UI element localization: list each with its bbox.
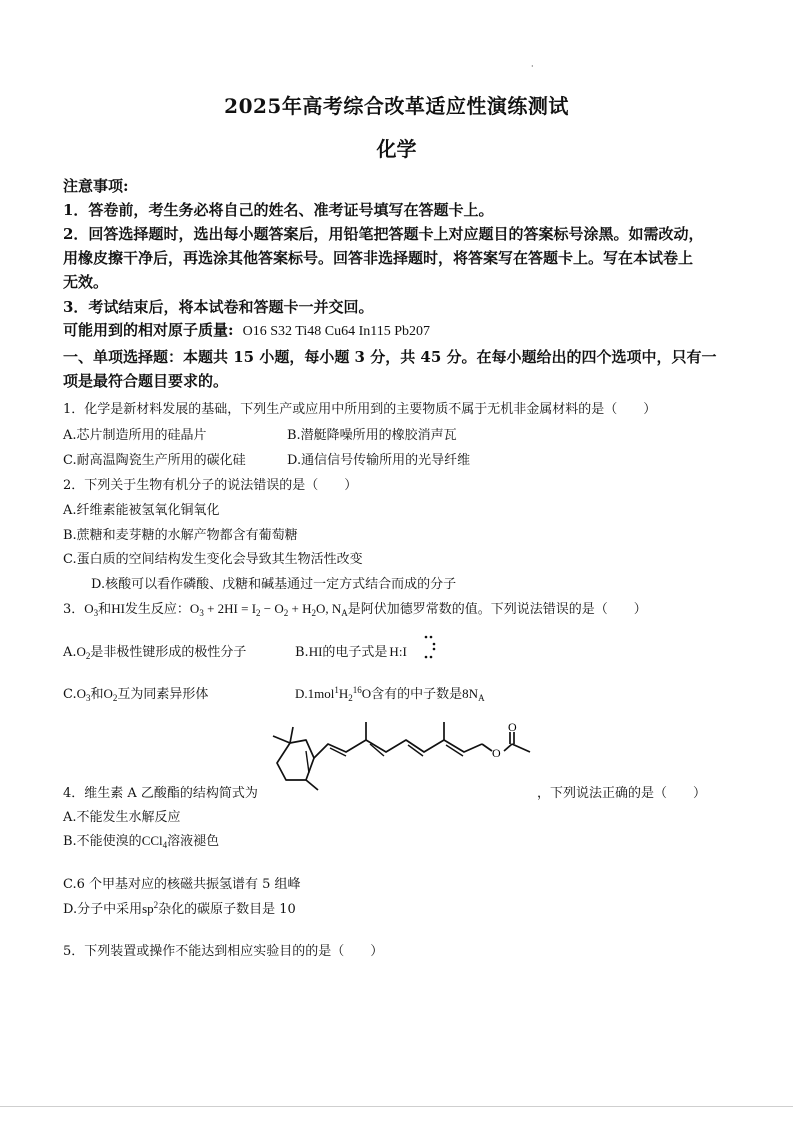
top-dot: · (531, 62, 534, 71)
q3-option-d: $D.1mol^1H_2^{16}O$含有的中子数是$8N_A$ (295, 685, 485, 703)
iodine-electron-dots (422, 634, 436, 660)
q4-option-d: D.分子中采用$sp^2$杂化的碳原子数目是 10 (63, 900, 296, 917)
ester-oxygen: O (492, 746, 501, 760)
q2-option-c: C.蛋白质的空间结构发生变化会导致其生物活性改变 (63, 552, 363, 567)
notice-item-2-line-2: 用橡皮擦干净后，再选涂其他答案标号。回答非选择题时，将答案写在答题卡上。写在本试卷上 (63, 249, 694, 267)
notice-item-1: 1．答卷前，考生务必将自己的姓名、准考证号填写在答题卡上。 (63, 201, 494, 219)
q3-number: 3． (63, 602, 85, 617)
electron-dot-iodine: I (402, 644, 407, 659)
notice-item-2-line-3: 无效。 (63, 273, 109, 291)
notice-item-3: 3．考试结束后，将本试卷和答题卡一并交回。 (63, 298, 374, 316)
exam-title: 2025年高考综合改革适应性演练测试 (224, 94, 569, 118)
q2-option-d: D.核酸可以看作磷酸、戊糖和碱基通过一定方式结合而成的分子 (91, 577, 457, 592)
q4-stem-pre: 4．维生素 A 乙酸酯的结构简式为 (63, 786, 258, 801)
q3-stem: 3．$O_3$和HI发生反应：$O_3 + 2HI = I_2 - O_2 + H_2O$, $N_A$是阿伏加德罗常数的值。下列说法错误的是（ ） (63, 601, 647, 618)
atomic-masses-values: O16 S32 Ti48 Cu64 In115 Pb207 (242, 324, 430, 339)
q3-option-c: $C.O_3$和$O_2$互为同素异形体 (63, 686, 209, 703)
q4-option-b: B.不能使溴的CCl$_4$溶液褪色 (63, 833, 220, 850)
carbonyl-oxygen: O (508, 720, 517, 734)
q3-o3: $O_3$ (84, 601, 99, 618)
notice-heading: 注意事项: (63, 177, 129, 195)
q3-option-b: B.HI的电子式是 H:I (295, 644, 407, 660)
q3-equation: $O_3 + 2HI = I_2 - O_2 + H_2O$, $N_A$ (189, 601, 348, 618)
q2-option-b: B.蔗糖和麦芽糖的水解产物都含有葡萄糖 (63, 528, 298, 543)
q1-stem: 1．化学是新材料发展的基础，下列生产或应用中所用到的主要物质不属于无机非金属材料的是（ ） (63, 402, 657, 417)
q4-stem-post: ，下列说法正确的是（ ） (537, 786, 707, 801)
q2-stem: 2．下列关于生物有机分子的说法错误的是（ ） (63, 478, 358, 493)
q4-option-a: A.不能发生水解反应 (63, 810, 181, 825)
q4-option-c: C.6 个甲基对应的核磁共振氢谱有 5 组峰 (63, 877, 301, 892)
subject-title: 化学 (376, 137, 417, 161)
atomic-masses (63, 319, 430, 340)
page-bottom-rule (0, 1106, 793, 1107)
section1-line-2: 项是最符合题目要求的。 (63, 372, 229, 390)
vitamin-a-acetate-structure (268, 718, 538, 798)
q1-option-b: B.潜艇降噪所用的橡胶消声瓦 (287, 428, 457, 443)
atomic-masses-label: 可能用到的相对原子质量: (63, 321, 234, 339)
q2-option-a: A.纤维素能被氢氧化铜氧化 (63, 503, 220, 518)
notice-item-2-line-1: 2．回答选择题时，选出每小题答案后，用铅笔把答题卡上对应题目的答案标号涂黑。如需改动， (63, 225, 704, 243)
q1-option-a: A.芯片制造所用的硅晶片 (63, 428, 207, 443)
q5-stem: 5．下列装置或操作不能达到相应实验目的的是（ ） (63, 944, 384, 959)
q1-option-c: C.耐高温陶瓷生产所用的碳化硅 (63, 453, 246, 468)
q3-option-a: $A.O_2$是非极性键形成的极性分子 (63, 644, 247, 661)
q1-option-d: D.通信信号传输所用的光导纤维 (287, 453, 471, 468)
section1-line-1: 一、单项选择题：本题共 15 小题，每小题 3 分，共 45 分。在每小题给出的四个选项中，只有一 (63, 348, 717, 366)
